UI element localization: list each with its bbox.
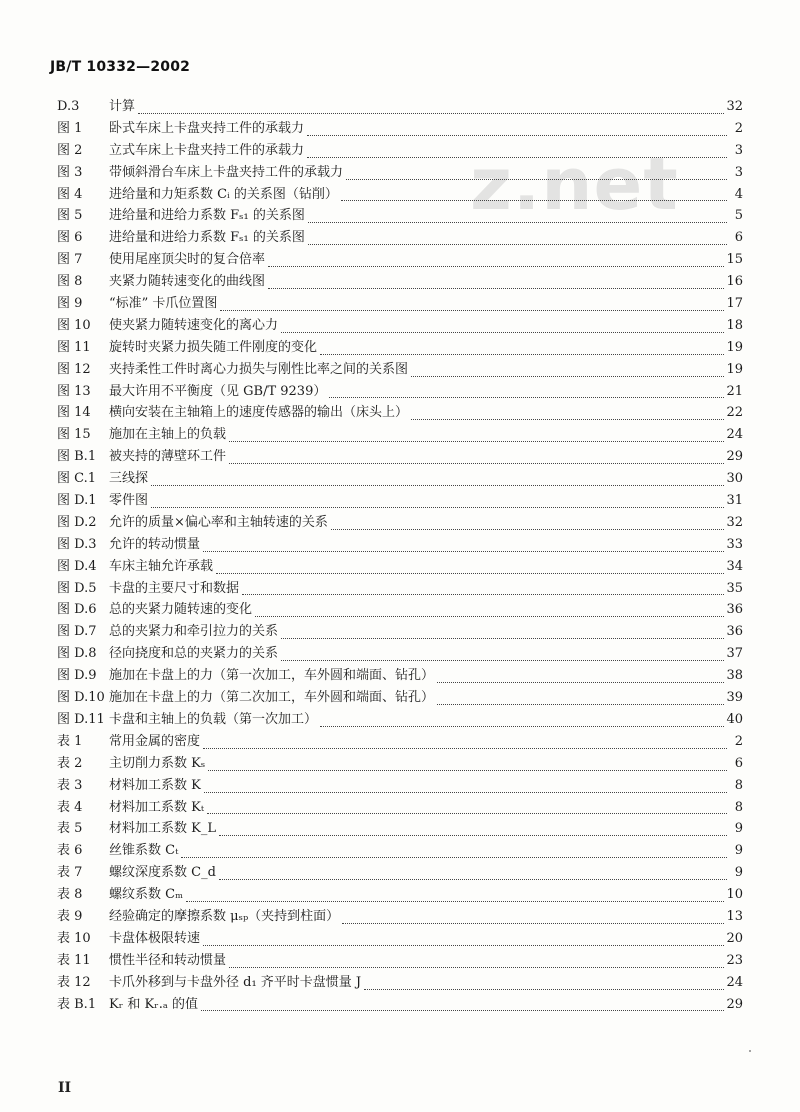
toc-entry-title: 卡盘的主要尺寸和数据 xyxy=(109,580,240,596)
toc-entry-title: “标准” 卡爪位置图 xyxy=(109,296,218,312)
toc-entry-label: 图 14 xyxy=(57,405,91,421)
toc-entry[interactable] xyxy=(57,490,743,512)
dot-leader xyxy=(281,638,724,639)
toc-entry[interactable] xyxy=(57,184,743,206)
toc-entry[interactable] xyxy=(57,534,743,556)
toc-entry-title: 螺纹系数 Cₘ xyxy=(109,887,184,903)
toc-entry-label: 图 D.6 xyxy=(57,602,97,618)
dot-leader xyxy=(201,1010,724,1011)
toc-entry-label: 表 9 xyxy=(57,908,83,924)
toc-entry-title: 材料加工系数 K xyxy=(109,777,201,793)
dot-leader xyxy=(281,332,724,333)
toc-entry-label: 图 D.5 xyxy=(57,580,97,596)
toc-entry-page: 19 xyxy=(726,339,743,355)
toc-entry[interactable] xyxy=(57,994,743,1016)
toc-entry-page: 38 xyxy=(726,668,743,684)
toc-entry-title: 卧式车床上卡盘夹持工件的承载力 xyxy=(109,120,305,136)
scan-speck xyxy=(749,1050,751,1052)
dot-leader xyxy=(229,463,724,464)
toc-entry[interactable] xyxy=(57,337,743,359)
watermark: z.net xyxy=(470,142,679,226)
toc-entry-title: 带倾斜滑台车床上卡盘夹持工件的承载力 xyxy=(109,164,344,180)
toc-entry-title: 夹持柔性工件时离心力损失与刚性比率之间的关系图 xyxy=(109,361,409,377)
toc-entry[interactable] xyxy=(57,315,743,337)
toc-entry-page: 24 xyxy=(726,427,743,443)
toc-entry[interactable] xyxy=(57,249,743,271)
dot-leader xyxy=(186,901,724,902)
toc-entry-title: 使用尾座顶尖时的复合倍率 xyxy=(109,252,266,268)
toc-entry[interactable] xyxy=(57,775,743,797)
toc-entry[interactable] xyxy=(57,512,743,534)
toc-entry-page: 36 xyxy=(726,602,743,618)
toc-entry[interactable] xyxy=(57,381,743,403)
toc-entry-label: 图 D.3 xyxy=(57,536,97,552)
toc-entry-label: 图 5 xyxy=(57,208,83,224)
toc-entry-label: 图 4 xyxy=(57,186,83,202)
toc-entry-label: 表 7 xyxy=(57,865,83,881)
toc-entry-title: 施加在卡盘上的力（第二次加工，车外圆和端面、钻孔） xyxy=(109,690,435,706)
dot-leader xyxy=(138,113,724,114)
toc-entry[interactable] xyxy=(57,359,743,381)
dot-leader xyxy=(242,594,724,595)
toc-entry-page: 30 xyxy=(726,471,743,487)
toc-entry[interactable] xyxy=(57,118,743,140)
dot-leader xyxy=(204,792,727,793)
page-number: II xyxy=(58,1080,72,1096)
toc-entry-page: 35 xyxy=(726,580,743,596)
dot-leader xyxy=(307,135,727,136)
toc-entry-page: 6 xyxy=(734,755,743,771)
toc-entry[interactable] xyxy=(57,928,743,950)
toc-entry-label: 图 9 xyxy=(57,296,83,312)
dot-leader xyxy=(281,660,724,661)
toc-entry-page: 16 xyxy=(726,274,743,290)
toc-entry-title: 惯性半径和转动惯量 xyxy=(109,952,227,968)
toc-entry-label: 表 3 xyxy=(57,777,83,793)
toc-entry-page: 3 xyxy=(734,164,743,180)
toc-entry-label: 表 8 xyxy=(57,887,83,903)
toc-entry-label: 图 12 xyxy=(57,361,91,377)
dot-leader xyxy=(255,616,724,617)
toc-entry-page: 29 xyxy=(726,996,743,1012)
toc-entry-page: 17 xyxy=(726,296,743,312)
dot-leader xyxy=(268,266,724,267)
dot-leader xyxy=(308,222,727,223)
toc-entry-page: 13 xyxy=(726,908,743,924)
toc-entry-label: 表 6 xyxy=(57,843,83,859)
toc-entry-title: 丝锥系数 Cₜ xyxy=(109,843,179,859)
dot-leader xyxy=(320,354,724,355)
toc-entry-label: 图 D.10 xyxy=(57,690,105,706)
dot-leader xyxy=(308,244,727,245)
toc-entry-title: 施加在卡盘上的力（第一次加工，车外圆和端面、钻孔） xyxy=(109,668,435,684)
toc-entry-page: 36 xyxy=(726,624,743,640)
toc-entry-page: 29 xyxy=(726,449,743,465)
toc-entry-title: 车床主轴允许承载 xyxy=(109,558,214,574)
toc-entry-title: 三线探 xyxy=(109,471,149,487)
toc-entry[interactable] xyxy=(57,402,743,424)
toc-entry-label: 表 B.1 xyxy=(57,996,97,1012)
toc-entry-page: 33 xyxy=(726,536,743,552)
toc-entry-label: 图 15 xyxy=(57,427,91,443)
toc-entry-title: 常用金属的密度 xyxy=(109,733,201,749)
toc-entry-title: 横向安装在主轴箱上的速度传感器的输出（床头上） xyxy=(109,405,409,421)
toc-entry-label: 图 D.11 xyxy=(57,711,105,727)
dot-leader xyxy=(329,397,724,398)
toc-entry-title: 卡盘体极限转速 xyxy=(109,930,201,946)
toc-entry-page: 9 xyxy=(734,865,743,881)
dot-leader xyxy=(219,879,727,880)
toc-entry[interactable] xyxy=(57,140,743,162)
toc-entry[interactable] xyxy=(57,446,743,468)
toc-entry-label: 表 10 xyxy=(57,930,91,946)
toc-entry[interactable] xyxy=(57,665,743,687)
toc-entry-page: 2 xyxy=(734,120,743,136)
dot-leader xyxy=(437,682,724,683)
toc-entry-title: 进给量和进给力系数 Fₛ₁ 的关系图 xyxy=(109,230,305,246)
toc-entry[interactable] xyxy=(57,205,743,227)
toc-entry-label: 图 1 xyxy=(57,120,83,136)
toc-entry-title: 允许的转动惯量 xyxy=(109,536,201,552)
dot-leader xyxy=(151,507,724,508)
dot-leader xyxy=(203,748,727,749)
toc-entry[interactable] xyxy=(57,753,743,775)
toc-entry-title: 最大许用不平衡度（见 GB/T 9239） xyxy=(109,383,327,399)
toc-entry[interactable] xyxy=(57,797,743,819)
toc-entry[interactable] xyxy=(57,599,743,621)
dot-leader xyxy=(181,857,727,858)
toc-entry-page: 31 xyxy=(726,493,743,509)
toc-entry-page: 24 xyxy=(726,974,743,990)
toc-entry-title: 主切削力系数 Kₛ xyxy=(109,755,206,771)
toc-entry[interactable] xyxy=(57,162,743,184)
toc-entry-page: 20 xyxy=(726,930,743,946)
toc-entry-title: 进给量和进给力系数 Fₛ₁ 的关系图 xyxy=(109,208,305,224)
toc-entry-title: 零件图 xyxy=(109,493,149,509)
toc-entry-title: 计算 xyxy=(109,99,136,114)
dot-leader xyxy=(307,157,727,158)
toc-entry-label: 图 D.2 xyxy=(57,514,97,530)
toc-entry-page: 6 xyxy=(734,230,743,246)
toc-entry-label: 表 5 xyxy=(57,821,83,837)
toc-entry-title: 立式车床上卡盘夹持工件的承载力 xyxy=(109,142,305,158)
dot-leader xyxy=(208,770,727,771)
dot-leader xyxy=(203,945,724,946)
toc-entry-page: 4 xyxy=(734,186,743,202)
toc-entry[interactable] xyxy=(57,227,743,249)
toc-entry-title: 径向挠度和总的夹紧力的关系 xyxy=(109,646,279,662)
toc-entry-page: 15 xyxy=(726,252,743,268)
dot-leader xyxy=(203,551,724,552)
dot-leader xyxy=(229,967,724,968)
toc-entry-label: 图 C.1 xyxy=(57,471,97,487)
toc-entry-title: 卡爪外移到与卡盘外径 d₁ 齐平时卡盘惯量 J xyxy=(109,974,362,990)
toc-entry-title: 经验确定的摩擦系数 μₛₚ（夹持到柱面） xyxy=(109,908,340,924)
toc-entry[interactable] xyxy=(57,271,743,293)
toc-entry-title: Kᵣ 和 Kᵣ.ₐ 的值 xyxy=(109,996,198,1012)
toc-entry-title: 夹紧力随转速变化的曲线图 xyxy=(109,274,266,290)
toc-entry-page: 8 xyxy=(734,777,743,793)
toc-entry-label: 图 8 xyxy=(57,274,83,290)
toc-entry[interactable] xyxy=(57,293,743,315)
toc-entry-label: 图 2 xyxy=(57,142,83,158)
toc-entry[interactable] xyxy=(57,643,743,665)
toc-entry-label: 图 B.1 xyxy=(57,449,97,465)
toc-entry-page: 40 xyxy=(726,711,743,727)
toc-entry-page: 21 xyxy=(726,383,743,399)
toc-entry[interactable] xyxy=(57,840,743,862)
toc-entry[interactable] xyxy=(57,468,743,490)
dot-leader xyxy=(320,726,724,727)
toc-entry[interactable] xyxy=(57,621,743,643)
toc-entry-page: 2 xyxy=(734,733,743,749)
dot-leader xyxy=(219,835,727,836)
toc-entry-title: 材料加工系数 K_L xyxy=(109,821,216,837)
toc-entry-label: 图 7 xyxy=(57,252,83,268)
toc-entry[interactable] xyxy=(57,709,743,731)
toc-entry-title: 施加在主轴上的负载 xyxy=(109,427,227,443)
dot-leader xyxy=(151,485,724,486)
dot-leader xyxy=(207,813,727,814)
toc-entry-label: 图 10 xyxy=(57,317,91,333)
dot-leader xyxy=(220,310,724,311)
standard-code-header: JB/T 10332—2002 xyxy=(50,59,191,75)
toc-entry[interactable] xyxy=(57,687,743,709)
toc-entry-label: 图 11 xyxy=(57,339,91,355)
toc-entry[interactable] xyxy=(57,862,743,884)
toc-entry-page: 9 xyxy=(734,821,743,837)
toc-entry-page: 8 xyxy=(734,799,743,815)
dot-leader xyxy=(342,923,724,924)
toc-entry-label: 图 6 xyxy=(57,230,83,246)
toc-entry-page: 3 xyxy=(734,142,743,158)
toc-entry-label: 图 D.8 xyxy=(57,646,97,662)
toc-entry-label: 图 D.7 xyxy=(57,624,97,640)
toc-entry-label: D.3 xyxy=(57,99,80,114)
dot-leader xyxy=(411,419,724,420)
toc-entry-title: 使夹紧力随转速变化的离心力 xyxy=(109,317,279,333)
toc-entry-page: 19 xyxy=(726,361,743,377)
toc-entry[interactable] xyxy=(57,578,743,600)
toc-entry-label: 图 13 xyxy=(57,383,91,399)
toc-entry-page: 23 xyxy=(726,952,743,968)
toc-entry-title: 卡盘和主轴上的负载（第一次加工） xyxy=(109,711,318,727)
toc-entry-label: 表 12 xyxy=(57,974,91,990)
toc-entry[interactable] xyxy=(57,972,743,994)
toc-entry[interactable] xyxy=(57,731,743,753)
toc-entry-title: 旋转时夹紧力损失随工件刚度的变化 xyxy=(109,339,318,355)
toc-entry-page: 5 xyxy=(734,208,743,224)
toc-entry-label: 图 D.4 xyxy=(57,558,97,574)
toc-entry-page: 34 xyxy=(726,558,743,574)
toc-entry-page: 39 xyxy=(726,690,743,706)
toc-entry[interactable] xyxy=(57,96,743,118)
dot-leader xyxy=(331,529,725,530)
toc-entry-title: 总的夹紧力和牵引拉力的关系 xyxy=(109,624,279,640)
toc-entry-label: 图 3 xyxy=(57,164,83,180)
toc-entry-page: 22 xyxy=(726,405,743,421)
toc-entry-title: 总的夹紧力随转速的变化 xyxy=(109,602,253,618)
toc-entry-label: 表 4 xyxy=(57,799,83,815)
dot-leader xyxy=(268,288,724,289)
dot-leader xyxy=(364,989,724,990)
toc-entry-title: 螺纹深度系数 C_d xyxy=(109,865,216,881)
toc-entry[interactable] xyxy=(57,950,743,972)
toc-entry[interactable] xyxy=(57,556,743,578)
toc-entry-label: 图 D.9 xyxy=(57,668,97,684)
dot-leader xyxy=(411,376,724,377)
dot-leader xyxy=(346,179,727,180)
toc-entry-page: 32 xyxy=(726,514,743,530)
table-of-contents xyxy=(57,96,743,1015)
toc-entry[interactable] xyxy=(57,424,743,446)
toc-entry[interactable] xyxy=(57,818,743,840)
toc-entry-title: 被夹持的薄壁环工件 xyxy=(109,449,227,465)
toc-entry-label: 图 D.1 xyxy=(57,493,97,509)
toc-entry-page: 10 xyxy=(726,887,743,903)
toc-entry-title: 材料加工系数 Kₜ xyxy=(109,799,205,815)
toc-entry[interactable] xyxy=(57,906,743,928)
toc-entry-page: 37 xyxy=(726,646,743,662)
toc-entry-page: 32 xyxy=(726,99,743,114)
dot-leader xyxy=(437,704,724,705)
toc-entry-page: 9 xyxy=(734,843,743,859)
toc-entry-label: 表 1 xyxy=(57,733,83,749)
toc-entry[interactable] xyxy=(57,884,743,906)
dot-leader xyxy=(229,441,724,442)
toc-entry-title: 允许的质量×偏心率和主轴转速的关系 xyxy=(109,514,328,530)
toc-entry-label: 表 2 xyxy=(57,755,83,771)
dot-leader xyxy=(216,573,724,574)
toc-entry-page: 18 xyxy=(726,317,743,333)
dot-leader xyxy=(341,200,727,201)
toc-entry-title: 进给量和力矩系数 Cᵢ 的关系图（钻削） xyxy=(109,186,338,202)
toc-entry-label: 表 11 xyxy=(57,952,91,968)
